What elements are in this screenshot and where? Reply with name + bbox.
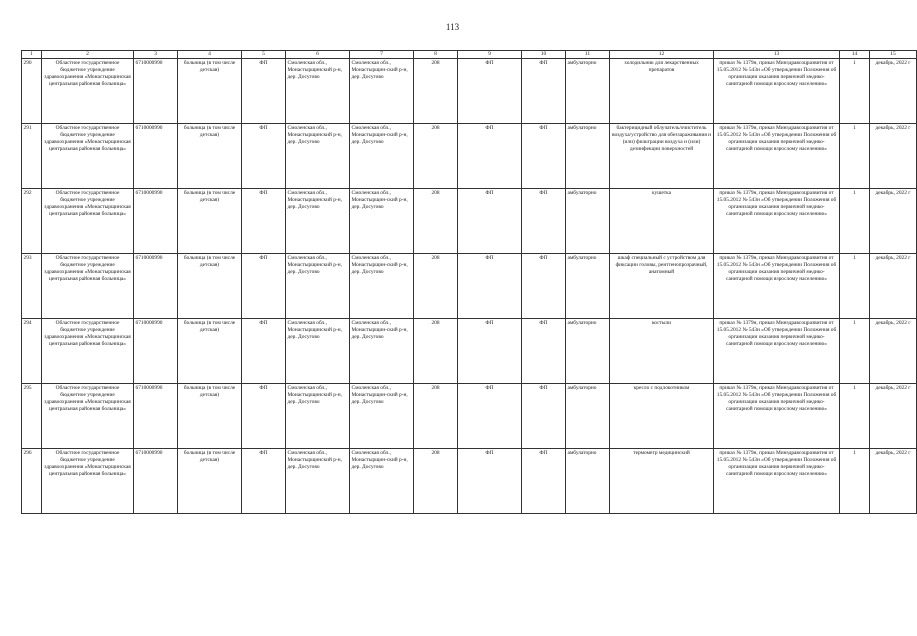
- col-10-value: ФП: [522, 59, 566, 124]
- organization-name: Областное государственное бюджетное учреждение здравоохранения «Монастырщинская центральная районная больница»: [42, 189, 134, 254]
- column-header: 8: [414, 51, 458, 59]
- column-header: 5: [242, 51, 286, 59]
- table-row: [22, 189, 917, 254]
- col-10-value: ФП: [522, 319, 566, 384]
- regulatory-order: приказ № 1379н, приказ Минздравсоцразвития от 15.05.2012 № 543н «Об утверждении Положения об организации оказания первичной медико-санитарной помощи взрослому населению»: [714, 319, 840, 384]
- address-short: Смоленская обл., Монастырщин-ский р-н, дер. Досугово: [350, 449, 414, 514]
- equipment-name: костыли: [610, 319, 714, 384]
- code-208: 208: [414, 189, 458, 254]
- due-date: декабрь, 2022 г: [870, 384, 917, 449]
- column-header: 2: [42, 51, 134, 59]
- table-row: [22, 384, 917, 449]
- facility-type: больница (в том числе детская): [178, 319, 242, 384]
- address-short: Смоленская обл., Монастырщин-ский р-н, дер. Досугово: [350, 384, 414, 449]
- code-208: 208: [414, 319, 458, 384]
- address: Смоленская обл., Монастырщинский р-н, дер. Досугово: [286, 124, 350, 189]
- facility-type: больница (в том числе детская): [178, 59, 242, 124]
- code-208: 208: [414, 124, 458, 189]
- unit-type: ФП: [242, 449, 286, 514]
- column-header: 4: [178, 51, 242, 59]
- due-date: декабрь, 2022 г: [870, 254, 917, 319]
- organization-name: Областное государственное бюджетное учреждение здравоохранения «Монастырщинская центральная районная больница»: [42, 449, 134, 514]
- care-form: амбулаторно: [566, 319, 610, 384]
- regulatory-order: приказ № 1379н, приказ Минздравсоцразвития от 15.05.2012 № 543н «Об утверждении Положения об организации оказания первичной медико-санитарной помощи взрослому населению»: [714, 384, 840, 449]
- col-10-value: ФП: [522, 189, 566, 254]
- org-code: 6710000990: [134, 59, 178, 124]
- due-date: декабрь, 2022 г: [870, 319, 917, 384]
- address-short: Смоленская обл., Монастырщин-ский р-н, дер. Досугово: [350, 254, 414, 319]
- address-short: Смоленская обл., Монастырщин-ский р-н, дер. Досугово: [350, 189, 414, 254]
- col-9-value: ФП: [458, 189, 522, 254]
- address: Смоленская обл., Монастырщинский р-н, дер. Досугово: [286, 384, 350, 449]
- col-9-value: ФП: [458, 124, 522, 189]
- quantity: 1: [840, 449, 870, 514]
- column-header: 3: [134, 51, 178, 59]
- care-form: амбулаторно: [566, 59, 610, 124]
- table-row: [22, 319, 917, 384]
- page-number: 113: [445, 22, 460, 32]
- quantity: 1: [840, 189, 870, 254]
- care-form: амбулаторно: [566, 384, 610, 449]
- col-10-value: ФП: [522, 254, 566, 319]
- column-header: 12: [610, 51, 714, 59]
- org-code: 6710000990: [134, 384, 178, 449]
- column-header: 1: [22, 51, 42, 59]
- column-header: 10: [522, 51, 566, 59]
- facility-type: больница (в том числе детская): [178, 449, 242, 514]
- due-date: декабрь, 2022 г: [870, 189, 917, 254]
- address-short: Смоленская обл., Монастырщин-ский р-н, дер. Досугово: [350, 124, 414, 189]
- equipment-name: кушетка: [610, 189, 714, 254]
- unit-type: ФП: [242, 384, 286, 449]
- due-date: декабрь, 2022 г: [870, 59, 917, 124]
- address: Смоленская обл., Монастырщинский р-н, дер. Досугово: [286, 319, 350, 384]
- facility-type: больница (в том числе детская): [178, 124, 242, 189]
- col-9-value: ФП: [458, 59, 522, 124]
- column-header: 6: [286, 51, 350, 59]
- org-code: 6710000990: [134, 189, 178, 254]
- col-10-value: ФП: [522, 384, 566, 449]
- col-9-value: ФП: [458, 384, 522, 449]
- code-208: 208: [414, 449, 458, 514]
- row-number: 295: [22, 384, 42, 449]
- organization-name: Областное государственное бюджетное учреждение здравоохранения «Монастырщинская центральная районная больница»: [42, 59, 134, 124]
- due-date: декабрь, 2022 г: [870, 124, 917, 189]
- table-row: [22, 124, 917, 189]
- col-10-value: ФП: [522, 124, 566, 189]
- row-number: 293: [22, 254, 42, 319]
- row-number: 294: [22, 319, 42, 384]
- regulatory-order: приказ № 1379н, приказ Минздравсоцразвития от 15.05.2012 № 543н «Об утверждении Положения об организации оказания первичной медико-санитарной помощи взрослому населению»: [714, 189, 840, 254]
- row-number: 290: [22, 59, 42, 124]
- quantity: 1: [840, 254, 870, 319]
- care-form: амбулаторно: [566, 189, 610, 254]
- facility-type: больница (в том числе детская): [178, 189, 242, 254]
- col-10-value: ФП: [522, 449, 566, 514]
- equipment-name: кресло с подлокотником: [610, 384, 714, 449]
- equipment-name: холодильник для лекарственных препаратов: [610, 59, 714, 124]
- quantity: 1: [840, 59, 870, 124]
- unit-type: ФП: [242, 189, 286, 254]
- facility-type: больница (в том числе детская): [178, 384, 242, 449]
- care-form: амбулаторно: [566, 254, 610, 319]
- organization-name: Областное государственное бюджетное учреждение здравоохранения «Монастырщинская центральная районная больница»: [42, 124, 134, 189]
- row-number: 292: [22, 189, 42, 254]
- org-code: 6710000990: [134, 449, 178, 514]
- address: Смоленская обл., Монастырщинский р-н, дер. Досугово: [286, 189, 350, 254]
- table-body: [22, 59, 917, 514]
- org-code: 6710000990: [134, 319, 178, 384]
- table-row: [22, 59, 917, 124]
- address: Смоленская обл., Монастырщинский р-н, дер. Досугово: [286, 449, 350, 514]
- unit-type: ФП: [242, 124, 286, 189]
- column-header: 9: [458, 51, 522, 59]
- equipment-name: шкаф специальный с устройством для фиксации головы, рентгенопрозрачный, анатомный: [610, 254, 714, 319]
- quantity: 1: [840, 124, 870, 189]
- unit-type: ФП: [242, 59, 286, 124]
- row-number: 291: [22, 124, 42, 189]
- column-header: 15: [870, 51, 917, 59]
- column-header: 13: [714, 51, 840, 59]
- col-9-value: ФП: [458, 254, 522, 319]
- address: Смоленская обл., Монастырщинский р-н, дер. Досугово: [286, 254, 350, 319]
- organization-name: Областное государственное бюджетное учреждение здравоохранения «Монастырщинская центральная районная больница»: [42, 384, 134, 449]
- table-row: [22, 449, 917, 514]
- quantity: 1: [840, 319, 870, 384]
- quantity: 1: [840, 384, 870, 449]
- equipment-name: термометр медицинский: [610, 449, 714, 514]
- care-form: амбулаторно: [566, 449, 610, 514]
- regulatory-order: приказ № 1379н, приказ Минздравсоцразвития от 15.05.2012 № 543н «Об утверждении Положения об организации оказания первичной медико-санитарной помощи взрослому населению»: [714, 124, 840, 189]
- column-header: 11: [566, 51, 610, 59]
- regulatory-order: приказ № 1379н, приказ Минздравсоцразвития от 15.05.2012 № 543н «Об утверждении Положения об организации оказания первичной медико-санитарной помощи взрослому населению»: [714, 59, 840, 124]
- unit-type: ФП: [242, 319, 286, 384]
- header-row: [22, 51, 917, 59]
- column-header: 14: [840, 51, 870, 59]
- organization-name: Областное государственное бюджетное учреждение здравоохранения «Монастырщинская центральная районная больница»: [42, 254, 134, 319]
- column-header: 7: [350, 51, 414, 59]
- code-208: 208: [414, 254, 458, 319]
- equipment-name: бактерицидный облучатель/очиститель воздуха/устройство для обеззараживания и (или) фильтрации воздуха и (или) дезинфекции поверхностей: [610, 124, 714, 189]
- code-208: 208: [414, 59, 458, 124]
- facility-type: больница (в том числе детская): [178, 254, 242, 319]
- org-code: 6710000990: [134, 254, 178, 319]
- col-9-value: ФП: [458, 319, 522, 384]
- due-date: декабрь, 2022 г: [870, 449, 917, 514]
- regulatory-order: приказ № 1379н, приказ Минздравсоцразвития от 15.05.2012 № 543н «Об утверждении Положения об организации оказания первичной медико-санитарной помощи взрослому населению»: [714, 254, 840, 319]
- table-row: [22, 254, 917, 319]
- address-short: Смоленская обл., Монастырщин-ский р-н, дер. Досугово: [350, 59, 414, 124]
- col-9-value: ФП: [458, 449, 522, 514]
- care-form: амбулаторно: [566, 124, 610, 189]
- unit-type: ФП: [242, 254, 286, 319]
- regulatory-order: приказ № 1379н, приказ Минздравсоцразвития от 15.05.2012 № 543н «Об утверждении Положения об организации оказания первичной медико-санитарной помощи взрослому населению»: [714, 449, 840, 514]
- address: Смоленская обл., Монастырщинский р-н, дер. Досугово: [286, 59, 350, 124]
- org-code: 6710000990: [134, 124, 178, 189]
- organization-name: Областное государственное бюджетное учреждение здравоохранения «Монастырщинская центральная районная больница»: [42, 319, 134, 384]
- code-208: 208: [414, 384, 458, 449]
- row-number: 296: [22, 449, 42, 514]
- address-short: Смоленская обл., Монастырщин-ский р-н, дер. Досугово: [350, 319, 414, 384]
- registry-table: [21, 50, 917, 514]
